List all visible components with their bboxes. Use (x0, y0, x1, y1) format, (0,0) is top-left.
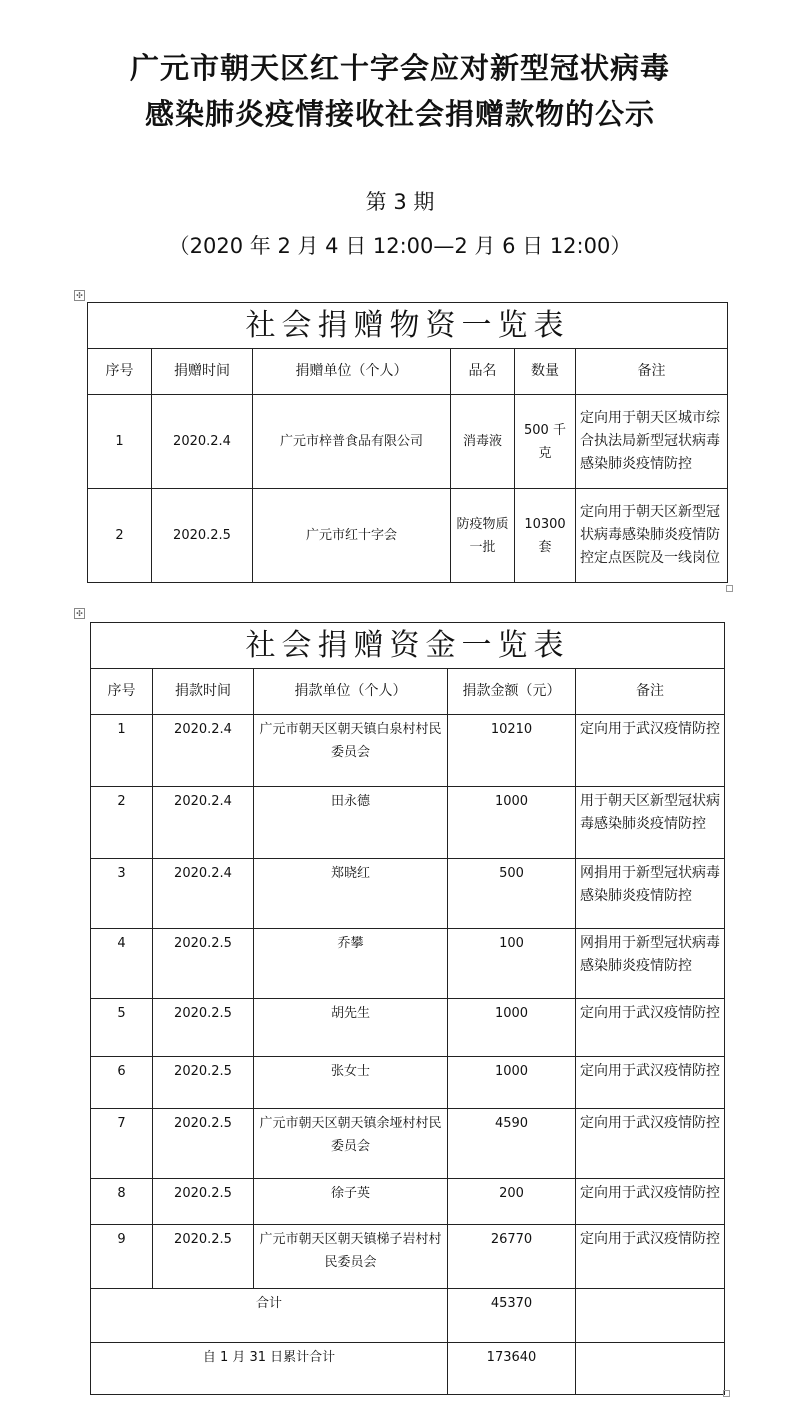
table-row (91, 1057, 725, 1109)
funds-table (90, 622, 725, 1395)
funds-cell-donor: 田永德 (254, 787, 448, 859)
title-line-1: 广元市朝天区红十字会应对新型冠状病毒 (129, 51, 670, 85)
funds-header-amount: 捐款金额（元） (448, 669, 576, 715)
goods-cell-item: 防疫物质一批 (451, 489, 515, 583)
cumulative-value: 173640 (448, 1343, 576, 1395)
funds-cell-amount: 10210 (448, 715, 576, 787)
goods-table-caption: 社会捐赠物资一览表 (88, 303, 728, 349)
funds-table-caption: 社会捐赠资金一览表 (91, 623, 725, 669)
funds-cell-index: 2 (91, 787, 153, 859)
goods-cell-date: 2020.2.4 (152, 395, 253, 489)
goods-cell-item: 消毒液 (451, 395, 515, 489)
funds-cell-index: 1 (91, 715, 153, 787)
table-resize-handle-icon[interactable] (723, 1390, 730, 1397)
total-label: 合计 (91, 1289, 448, 1343)
issue-number: 第 3 期 (365, 190, 435, 214)
goods-cell-donor: 广元市红十字会 (253, 489, 451, 583)
funds-cell-amount: 1000 (448, 1057, 576, 1109)
funds-cell-donor: 张女士 (254, 1057, 448, 1109)
table-row (91, 1225, 725, 1289)
funds-header-donor: 捐款单位（个人） (254, 669, 448, 715)
funds-cell-donor: 广元市朝天区朝天镇梯子岩村村民委员会 (254, 1225, 448, 1289)
funds-cell-amount: 500 (448, 859, 576, 929)
table-move-handle-icon[interactable]: ✣ (74, 290, 85, 301)
funds-cell-note: 网捐用于新型冠状病毒感染肺炎疫情防控 (576, 929, 725, 999)
funds-cell-date: 2020.2.5 (153, 1225, 254, 1289)
goods-cell-donor: 广元市梓普食品有限公司 (253, 395, 451, 489)
funds-cell-donor: 乔攀 (254, 929, 448, 999)
funds-cell-index: 3 (91, 859, 153, 929)
table-row (91, 1109, 725, 1179)
cumulative-row (91, 1343, 725, 1395)
goods-cell-date: 2020.2.5 (152, 489, 253, 583)
funds-cell-amount: 200 (448, 1179, 576, 1225)
table-row (91, 929, 725, 999)
total-note (576, 1289, 725, 1343)
funds-cell-amount: 26770 (448, 1225, 576, 1289)
table-row (91, 787, 725, 859)
goods-header-quantity: 数量 (515, 349, 576, 395)
table-row (91, 999, 725, 1057)
funds-cell-note: 定向用于武汉疫情防控 (576, 1109, 725, 1179)
title-line-2: 感染肺炎疫情接收社会捐赠款物的公示 (144, 97, 655, 131)
funds-cell-amount: 4590 (448, 1109, 576, 1179)
period: （2020 年 2 月 4 日 12:00—2 月 6 日 12:00） (168, 234, 632, 258)
funds-cell-date: 2020.2.5 (153, 999, 254, 1057)
funds-cell-note: 定向用于武汉疫情防控 (576, 1057, 725, 1109)
goods-header-donor: 捐赠单位（个人） (253, 349, 451, 395)
funds-cell-donor: 广元市朝天区朝天镇余垭村村民委员会 (254, 1109, 448, 1179)
funds-cell-date: 2020.2.4 (153, 715, 254, 787)
goods-cell-note: 定向用于朝天区新型冠状病毒感染肺炎疫情防控定点医院及一线岗位 (576, 489, 728, 583)
table-row (88, 489, 728, 583)
funds-cell-index: 5 (91, 999, 153, 1057)
funds-cell-donor: 郑晓红 (254, 859, 448, 929)
funds-cell-date: 2020.2.4 (153, 859, 254, 929)
goods-header-index: 序号 (88, 349, 152, 395)
funds-cell-date: 2020.2.5 (153, 1057, 254, 1109)
table-row (91, 715, 725, 787)
goods-cell-index: 2 (88, 489, 152, 583)
table-row (88, 395, 728, 489)
funds-cell-donor: 徐子英 (254, 1179, 448, 1225)
funds-cell-date: 2020.2.5 (153, 929, 254, 999)
funds-cell-amount: 1000 (448, 999, 576, 1057)
goods-cell-quantity: 500 千克 (515, 395, 576, 489)
goods-header-item: 品名 (451, 349, 515, 395)
funds-cell-index: 8 (91, 1179, 153, 1225)
funds-cell-date: 2020.2.5 (153, 1179, 254, 1225)
funds-header-index: 序号 (91, 669, 153, 715)
funds-cell-index: 6 (91, 1057, 153, 1109)
table-row (91, 859, 725, 929)
goods-cell-note: 定向用于朝天区城市综合执法局新型冠状病毒感染肺炎疫情防控 (576, 395, 728, 489)
funds-cell-donor: 胡先生 (254, 999, 448, 1057)
funds-cell-index: 9 (91, 1225, 153, 1289)
cumulative-label: 自 1 月 31 日累计合计 (91, 1343, 448, 1395)
funds-cell-index: 4 (91, 929, 153, 999)
funds-cell-amount: 100 (448, 929, 576, 999)
cumulative-note (576, 1343, 725, 1395)
funds-cell-note: 网捐用于新型冠状病毒感染肺炎疫情防控 (576, 859, 725, 929)
table-move-handle-icon[interactable]: ✣ (74, 608, 85, 619)
goods-cell-index: 1 (88, 395, 152, 489)
funds-header-date: 捐款时间 (153, 669, 254, 715)
funds-cell-amount: 1000 (448, 787, 576, 859)
funds-cell-note: 定向用于武汉疫情防控 (576, 1225, 725, 1289)
total-row (91, 1289, 725, 1343)
goods-header-date: 捐赠时间 (152, 349, 253, 395)
funds-cell-note: 定向用于武汉疫情防控 (576, 999, 725, 1057)
table-row (91, 1179, 725, 1225)
funds-cell-date: 2020.2.5 (153, 1109, 254, 1179)
table-resize-handle-icon[interactable] (726, 585, 733, 592)
goods-table (87, 302, 728, 583)
funds-cell-note: 定向用于武汉疫情防控 (576, 715, 725, 787)
funds-cell-donor: 广元市朝天区朝天镇白泉村村民委员会 (254, 715, 448, 787)
funds-cell-date: 2020.2.4 (153, 787, 254, 859)
goods-header-note: 备注 (576, 349, 728, 395)
goods-cell-quantity: 10300 套 (515, 489, 576, 583)
funds-cell-note: 定向用于武汉疫情防控 (576, 1179, 725, 1225)
funds-header-note: 备注 (576, 669, 725, 715)
funds-cell-index: 7 (91, 1109, 153, 1179)
total-value: 45370 (448, 1289, 576, 1343)
funds-cell-note: 用于朝天区新型冠状病毒感染肺炎疫情防控 (576, 787, 725, 859)
